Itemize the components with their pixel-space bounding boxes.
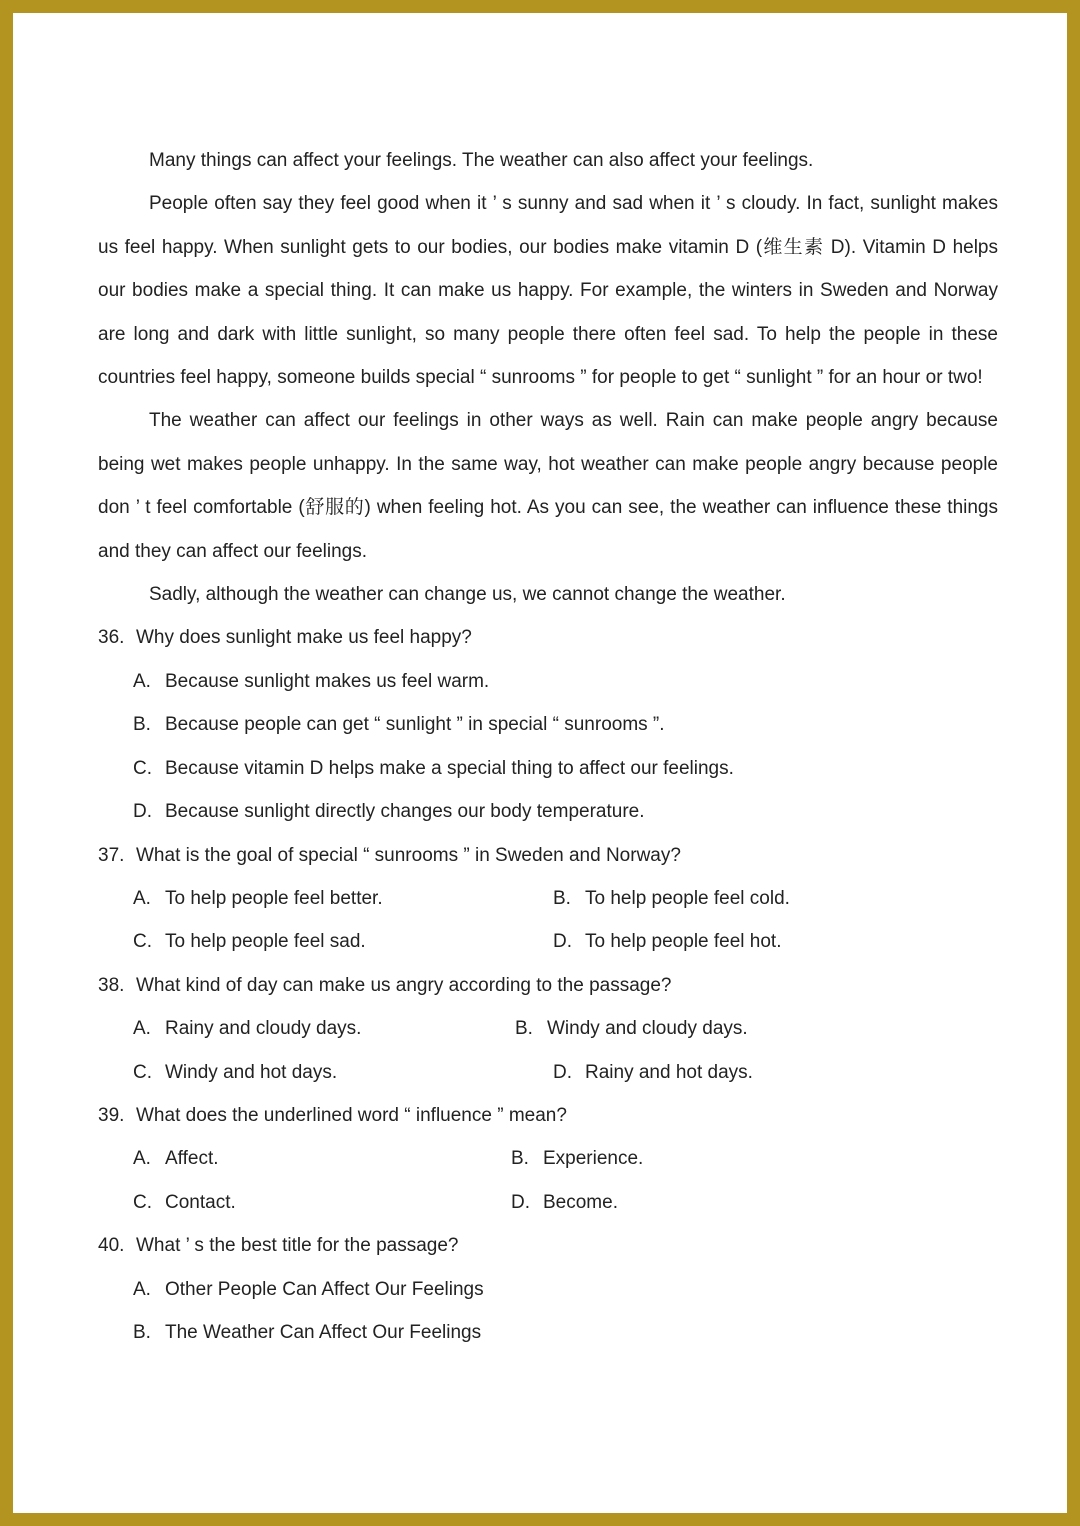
option-letter: A. [133, 1278, 151, 1300]
question-number: 38. [98, 974, 125, 996]
option-letter: D. [553, 1061, 572, 1083]
option-text: Because vitamin D helps make a special thing to affect our feelings. [165, 757, 734, 779]
option-letter: C. [133, 931, 152, 953]
question-40 [98, 1224, 998, 1267]
passage-paragraph-3: The weather can affect our feelings in other ways as well. Rain can make people angry because being wet makes people unhappy. In the same way, hot weather can make people angry because people don ’ t feel comfortable (舒服的) when feeling hot. As you can see, the weather can influence these things and they can affect our feelings. [98, 410, 998, 562]
option-text: Affect. [165, 1148, 219, 1170]
option-letter: A. [133, 670, 151, 692]
option-text: Experience. [543, 1148, 644, 1170]
option-36-b[interactable] [98, 703, 998, 746]
options-row [98, 1007, 998, 1050]
options-row [98, 1137, 998, 1180]
option-letter: B. [511, 1148, 529, 1170]
options-row [98, 920, 998, 963]
option-text: The Weather Can Affect Our Feelings [165, 1321, 482, 1343]
option-40-b[interactable] [98, 1311, 998, 1354]
question-text: What does the underlined word “ influence ” mean? [136, 1104, 567, 1126]
option-letter: C. [133, 757, 152, 779]
option-letter: C. [133, 1191, 152, 1213]
passage-paragraph-4: Sadly, although the weather can change us, we cannot change the weather. [149, 584, 786, 606]
option-text: To help people feel cold. [585, 887, 790, 909]
option-letter: B. [133, 714, 151, 736]
option-text: Because sunlight makes us feel warm. [165, 670, 490, 692]
option-39-a[interactable] [98, 1137, 476, 1180]
question-text: Why does sunlight make us feel happy? [136, 627, 472, 649]
option-letter: B. [133, 1321, 151, 1343]
exam-page [13, 13, 1067, 1513]
option-36-c[interactable] [98, 747, 998, 790]
option-39-c[interactable] [98, 1181, 476, 1224]
option-text: Rainy and cloudy days. [165, 1018, 362, 1040]
option-text: To help people feel better. [165, 887, 383, 909]
option-36-a[interactable] [98, 660, 998, 703]
option-letter: C. [133, 1061, 152, 1083]
option-text: Because people can get “ sunlight ” in special “ sunrooms ”. [165, 714, 665, 736]
question-number: 36. [98, 627, 125, 649]
option-38-b[interactable] [480, 1007, 748, 1050]
option-text: Rainy and hot days. [585, 1061, 753, 1083]
options-row [98, 877, 998, 920]
option-letter: B. [515, 1018, 533, 1040]
option-39-d[interactable] [476, 1181, 618, 1224]
option-text: Contact. [165, 1191, 236, 1213]
question-text: What ’ s the best title for the passage? [136, 1235, 459, 1257]
option-letter: D. [511, 1191, 530, 1213]
option-text: Become. [543, 1191, 618, 1213]
question-36 [98, 616, 998, 659]
option-text: Because sunlight directly changes our body temperature. [165, 801, 645, 823]
passage-paragraph-2: People often say they feel good when it ’ s sunny and sad when it ’ s cloudy. In fact, sunlight makes us feel happy. When sunlight gets to our bodies, our bodies make vitamin D (维生素 D). Vitamin D helps our bodies make a special thing. It can make us happy. For example, the winters in Sweden and Norway are long and dark with little sunlight, so many people there often feel sad. To help the people in these countries feel happy, someone builds special “ sunrooms ” for people to get “ sunlight ” for an hour or two! [98, 193, 998, 389]
question-37 [98, 834, 998, 877]
option-text: Windy and cloudy days. [547, 1018, 748, 1040]
question-number: 37. [98, 844, 125, 866]
question-39 [98, 1094, 998, 1137]
option-37-a[interactable] [98, 877, 518, 920]
passage-paragraph-1: Many things can affect your feelings. The weather can also affect your feelings. [149, 150, 814, 171]
option-37-c[interactable] [98, 920, 518, 963]
option-37-d[interactable] [518, 920, 782, 963]
option-letter: A. [133, 887, 151, 909]
question-text: What kind of day can make us angry according to the passage? [136, 974, 672, 996]
option-40-a[interactable] [98, 1268, 998, 1311]
option-text: To help people feel sad. [165, 931, 366, 953]
option-39-b[interactable] [476, 1137, 643, 1180]
options-row [98, 1051, 998, 1094]
option-letter: A. [133, 1148, 151, 1170]
options-row [98, 1181, 998, 1224]
question-number: 40. [98, 1235, 125, 1257]
option-38-a[interactable] [98, 1007, 480, 1050]
option-38-c[interactable] [98, 1051, 518, 1094]
option-letter: A. [133, 1018, 151, 1040]
option-37-b[interactable] [518, 877, 790, 920]
question-text: What is the goal of special “ sunrooms ” in Sweden and Norway? [136, 844, 681, 866]
option-letter: D. [133, 801, 152, 823]
option-letter: B. [553, 887, 571, 909]
question-number: 39. [98, 1104, 125, 1126]
option-text: To help people feel hot. [585, 931, 782, 953]
option-38-d[interactable] [518, 1051, 753, 1094]
option-text: Windy and hot days. [165, 1061, 338, 1083]
option-text: Other People Can Affect Our Feelings [165, 1278, 484, 1300]
reading-content [98, 139, 998, 1354]
option-letter: D. [553, 931, 572, 953]
option-36-d[interactable] [98, 790, 998, 833]
question-38 [98, 964, 998, 1007]
